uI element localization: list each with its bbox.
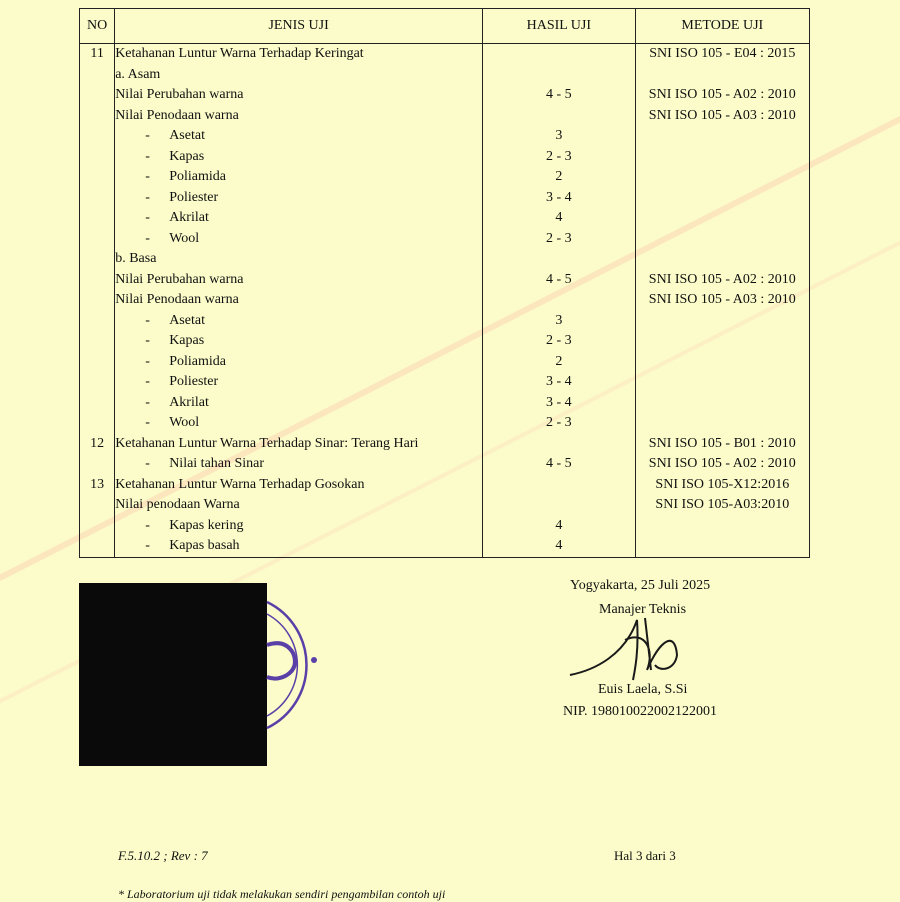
cell-jenis — [115, 393, 483, 414]
cell-metode — [635, 208, 809, 229]
no-text: 12 — [90, 435, 105, 451]
jenis-text: Nilai Perubahan warna — [115, 271, 244, 287]
table-row — [80, 475, 810, 496]
list-dash: - — [145, 128, 150, 144]
cell-jenis — [115, 126, 483, 147]
cell-no — [80, 249, 115, 270]
cell-no — [80, 331, 115, 352]
place-date: Yogyakarta, 25 Juli 2025 — [570, 578, 711, 593]
jenis-text: b. Basa — [115, 251, 157, 267]
jenis-text: Ketahanan Luntur Warna Terhadap Keringat — [115, 46, 364, 62]
test-results-table — [79, 8, 810, 558]
table-row — [80, 413, 810, 434]
header-no: NO — [80, 9, 115, 44]
cell-hasil — [483, 229, 636, 250]
cell-metode — [635, 475, 809, 496]
hasil-text: 4 — [555, 538, 563, 554]
cell-no — [80, 372, 115, 393]
cell-jenis — [115, 413, 483, 434]
signer-nip: NIP. 198010022002122001 — [563, 704, 718, 719]
jenis-text: Kapas kering — [169, 517, 244, 533]
jenis-text: Nilai penodaan Warna — [115, 497, 240, 513]
list-dash: - — [145, 189, 150, 205]
cell-jenis — [115, 106, 483, 127]
jenis-text: Poliamida — [169, 169, 226, 185]
metode-text: SNI ISO 105 - B01 : 2010 — [648, 435, 796, 451]
cell-hasil — [483, 352, 636, 373]
cell-metode — [635, 331, 809, 352]
table-row — [80, 393, 810, 414]
hasil-text: 4 — [555, 517, 563, 533]
table-row — [80, 454, 810, 475]
table-row — [80, 65, 810, 86]
jenis-text: Kapas — [169, 148, 205, 164]
cell-no — [80, 188, 115, 209]
cell-hasil — [483, 475, 636, 496]
list-dash: - — [145, 312, 150, 328]
form-code: F.5.10.2 ; Rev : 7 — [118, 848, 208, 863]
table-row — [80, 290, 810, 311]
cell-no — [80, 516, 115, 537]
cell-hasil — [483, 311, 636, 332]
hasil-text: 3 — [555, 128, 563, 144]
table-row — [80, 106, 810, 127]
metode-text: SNI ISO 105-A03:2010 — [655, 497, 790, 513]
list-dash: - — [145, 230, 150, 246]
cell-metode — [635, 229, 809, 250]
cell-metode — [635, 372, 809, 393]
cell-jenis — [115, 331, 483, 352]
hasil-text: 2 — [555, 353, 563, 369]
cell-jenis — [115, 536, 483, 557]
cell-metode — [635, 188, 809, 209]
cell-hasil — [483, 495, 636, 516]
table-row — [80, 270, 810, 291]
jenis-text: Ketahanan Luntur Warna Terhadap Sinar: Terang Hari — [115, 435, 419, 451]
jenis-text: Asetat — [169, 128, 205, 144]
cell-no — [80, 106, 115, 127]
hasil-text: 2 — [555, 169, 563, 185]
cell-no — [80, 65, 115, 86]
header-jenis-uji: JENIS UJI — [115, 9, 483, 44]
table-row — [80, 147, 810, 168]
cell-no — [80, 208, 115, 229]
cell-metode — [635, 536, 809, 557]
cell-no — [80, 229, 115, 250]
hasil-text: 4 - 5 — [545, 456, 572, 472]
list-dash: - — [145, 538, 150, 554]
hasil-text: 2 - 3 — [545, 333, 572, 349]
cell-metode — [635, 106, 809, 127]
cell-jenis — [115, 290, 483, 311]
cell-hasil — [483, 393, 636, 414]
cell-hasil — [483, 270, 636, 291]
list-dash: - — [145, 517, 150, 533]
cell-hasil — [483, 106, 636, 127]
cell-no — [80, 352, 115, 373]
cell-jenis — [115, 85, 483, 106]
cell-jenis — [115, 352, 483, 373]
header-hasil-uji: HASIL UJI — [483, 9, 636, 44]
cell-no — [80, 85, 115, 106]
cell-jenis — [115, 475, 483, 496]
cell-hasil — [483, 372, 636, 393]
no-text: 13 — [90, 476, 105, 492]
hasil-text: 4 - 5 — [545, 87, 572, 103]
cell-no — [80, 290, 115, 311]
list-dash: - — [145, 415, 150, 431]
metode-text: SNI ISO 105 - A03 : 2010 — [648, 292, 796, 308]
signer-role: Manajer Teknis — [599, 602, 687, 617]
cell-metode — [635, 516, 809, 537]
cell-metode — [635, 44, 809, 65]
cell-no — [80, 44, 115, 65]
cell-jenis — [115, 311, 483, 332]
list-dash: - — [145, 169, 150, 185]
cell-jenis — [115, 249, 483, 270]
jenis-text: Ketahanan Luntur Warna Terhadap Gosokan — [115, 476, 365, 492]
cell-hasil — [483, 454, 636, 475]
cell-metode — [635, 352, 809, 373]
metode-text: SNI ISO 105 - A02 : 2010 — [648, 456, 796, 472]
cell-no — [80, 167, 115, 188]
cell-hasil — [483, 65, 636, 86]
cell-no — [80, 475, 115, 496]
table-row — [80, 311, 810, 332]
cell-no — [80, 536, 115, 557]
cell-no — [80, 434, 115, 455]
cell-hasil — [483, 249, 636, 270]
hasil-text: 3 - 4 — [545, 374, 572, 390]
jenis-text: Kapas — [169, 333, 205, 349]
cell-jenis — [115, 270, 483, 291]
table-row — [80, 229, 810, 250]
jenis-text: Poliester — [169, 189, 219, 205]
hasil-text: 2 - 3 — [545, 415, 572, 431]
cell-jenis — [115, 147, 483, 168]
metode-text: SNI ISO 105-X12:2016 — [655, 476, 790, 492]
cell-no — [80, 270, 115, 291]
jenis-text: Poliester — [169, 374, 219, 390]
cell-hasil — [483, 85, 636, 106]
cell-metode — [635, 393, 809, 414]
cell-hasil — [483, 413, 636, 434]
list-dash: - — [145, 456, 150, 472]
list-dash: - — [145, 394, 150, 410]
cell-hasil — [483, 536, 636, 557]
list-dash: - — [145, 374, 150, 390]
metode-text: SNI ISO 105 - A02 : 2010 — [648, 271, 796, 287]
cell-metode — [635, 126, 809, 147]
hasil-text: 2 - 3 — [545, 230, 572, 246]
list-dash: - — [145, 148, 150, 164]
table-row — [80, 495, 810, 516]
cell-jenis — [115, 229, 483, 250]
cell-no — [80, 147, 115, 168]
cell-metode — [635, 65, 809, 86]
table-row — [80, 44, 810, 65]
signer-name: Euis Laela, S.Si — [598, 682, 688, 697]
cell-hasil — [483, 208, 636, 229]
jenis-text: a. Asam — [115, 66, 161, 82]
cell-jenis — [115, 516, 483, 537]
metode-text: SNI ISO 105 - E04 : 2015 — [649, 46, 796, 62]
table-row — [80, 85, 810, 106]
cell-no — [80, 126, 115, 147]
cell-metode — [635, 167, 809, 188]
hasil-text: 3 - 4 — [545, 189, 572, 205]
hasil-text: 4 - 5 — [545, 271, 572, 287]
cell-metode — [635, 270, 809, 291]
list-dash: - — [145, 333, 150, 349]
cell-metode — [635, 147, 809, 168]
table-row — [80, 208, 810, 229]
cell-hasil — [483, 434, 636, 455]
jenis-text: Kapas basah — [169, 538, 240, 554]
cell-hasil — [483, 147, 636, 168]
jenis-text: Wool — [169, 230, 200, 246]
cell-metode — [635, 495, 809, 516]
metode-text: SNI ISO 105 - A03 : 2010 — [648, 107, 796, 123]
cell-hasil — [483, 167, 636, 188]
cell-jenis — [115, 434, 483, 455]
jenis-text: Nilai Perubahan warna — [115, 87, 244, 103]
hasil-text: 3 — [555, 312, 563, 328]
cell-hasil — [483, 290, 636, 311]
cell-jenis — [115, 208, 483, 229]
jenis-text: Nilai Penodaan warna — [115, 107, 239, 123]
hasil-text: 3 - 4 — [545, 394, 572, 410]
cell-hasil — [483, 126, 636, 147]
table-row — [80, 249, 810, 270]
cell-no — [80, 454, 115, 475]
jenis-text: Nilai Penodaan warna — [115, 292, 239, 308]
table-row — [80, 372, 810, 393]
cell-jenis — [115, 65, 483, 86]
table-row — [80, 536, 810, 557]
table-header-row — [80, 9, 810, 44]
table-body — [80, 44, 810, 558]
cell-metode — [635, 85, 809, 106]
cell-jenis — [115, 188, 483, 209]
metode-text: SNI ISO 105 - A02 : 2010 — [648, 87, 796, 103]
no-text: 11 — [90, 46, 104, 62]
hasil-text: 4 — [555, 210, 563, 226]
table-row — [80, 331, 810, 352]
jenis-text: Nilai tahan Sinar — [169, 456, 265, 472]
cell-jenis — [115, 454, 483, 475]
cell-metode — [635, 311, 809, 332]
cell-metode — [635, 249, 809, 270]
table-row — [80, 167, 810, 188]
cell-hasil — [483, 331, 636, 352]
jenis-text: Akrilat — [169, 210, 209, 226]
cell-hasil — [483, 188, 636, 209]
jenis-text: Asetat — [169, 312, 205, 328]
table-row — [80, 434, 810, 455]
handwritten-signature — [565, 610, 705, 690]
table-row — [80, 516, 810, 537]
cell-hasil — [483, 44, 636, 65]
cell-no — [80, 495, 115, 516]
cell-metode — [635, 290, 809, 311]
cell-metode — [635, 434, 809, 455]
sampling-disclaimer: * Laboratorium uji tidak melakukan sendiri pengambilan contoh uji — [118, 887, 446, 901]
cell-jenis — [115, 495, 483, 516]
header-metode-uji: METODE UJI — [635, 9, 809, 44]
cell-no — [80, 393, 115, 414]
jenis-text: Wool — [169, 415, 200, 431]
cell-metode — [635, 413, 809, 434]
jenis-text: Akrilat — [169, 394, 209, 410]
jenis-text: Poliamida — [169, 353, 226, 369]
table-row — [80, 126, 810, 147]
list-dash: - — [145, 210, 150, 226]
table-row — [80, 188, 810, 209]
redacted-area — [79, 583, 267, 766]
page-number: Hal 3 dari 3 — [614, 848, 676, 863]
cell-no — [80, 311, 115, 332]
cell-jenis — [115, 44, 483, 65]
cell-jenis — [115, 167, 483, 188]
laboratory-stamp — [262, 590, 342, 740]
table-row — [80, 352, 810, 373]
cell-jenis — [115, 372, 483, 393]
hasil-text: 2 - 3 — [545, 148, 572, 164]
cell-metode — [635, 454, 809, 475]
cell-no — [80, 413, 115, 434]
cell-hasil — [483, 516, 636, 537]
list-dash: - — [145, 353, 150, 369]
